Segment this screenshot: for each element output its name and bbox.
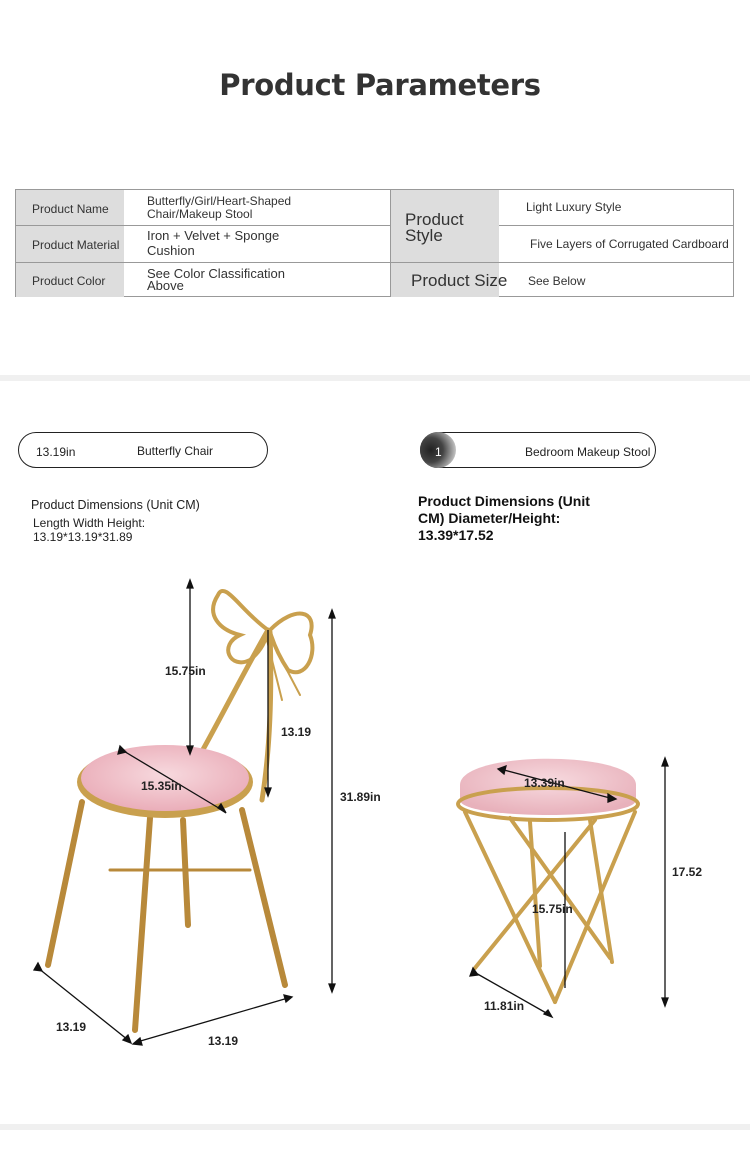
stool-height: 17.52 [672,865,703,879]
chair-width: 13.19 [208,1034,239,1048]
row-divider [16,262,733,263]
makeup-stool-illustration [440,740,703,1030]
packing-value: Five Layers of Corrugated Cardboard [530,237,729,251]
chair-total-height: 31.89in [340,790,381,804]
product-material-label: Product Material [32,238,120,252]
stool-pill-number: 1 [435,445,442,459]
product-material-label-cell [16,226,124,262]
chair-seat-diameter: 15.35in [141,779,182,793]
stool-leg-length: 15.75in [532,902,573,916]
chair-pill-number: 13.19in [36,445,76,459]
chair-pill-label: Butterfly Chair [137,444,214,458]
product-style-value: Light Luxury Style [526,200,622,214]
parameters-table [15,189,734,297]
stool-dims-heading: Product Dimensions (Unit CM) Diameter/Height: [418,493,590,526]
stool-pill-label: Bedroom Makeup Stool [525,445,651,459]
row-divider [499,225,733,226]
chair-back-side: 13.19 [281,725,312,739]
column-divider [390,190,391,296]
product-color-label: Product Color [32,274,106,288]
chair-dims-line2: 13.19*13.19*31.89 [33,530,133,544]
product-color-label-cell [16,263,124,297]
product-size-value: See Below [528,274,586,288]
butterfly-chair-pill [18,432,268,468]
section-divider [0,375,750,381]
product-name-value: Butterfly/Girl/Heart-Shaped Chair/Makeup Stool [147,194,292,221]
makeup-stool-pill [420,432,656,468]
product-style-label: Product Style [405,210,464,245]
product-name-label-cell [16,190,124,225]
product-name-label: Product Name [32,202,109,216]
chair-back-height: 15.75in [165,664,206,678]
page-title: Product Parameters [219,68,541,102]
product-size-label-cell [391,263,508,297]
chair-dims-heading: Product Dimensions (Unit CM) [31,498,200,512]
product-material-value: Iron + Velvet + Sponge Cushion [147,228,280,258]
product-style-label-cell [391,190,499,262]
chair-depth: 13.19 [56,1020,87,1034]
bottom-divider [0,1124,750,1130]
product-color-value: See Color Classification Above [147,266,286,293]
stool-seat-diameter: 13.39in [524,776,565,790]
product-size-label: Product Size [411,271,508,290]
butterfly-chair-illustration [0,570,380,1060]
stool-base-width: 11.81in [484,999,525,1013]
chair-dims-line1: Length Width Height: [33,516,146,530]
row-divider [16,225,391,226]
stool-dims-value: 13.39*17.52 [418,527,494,543]
